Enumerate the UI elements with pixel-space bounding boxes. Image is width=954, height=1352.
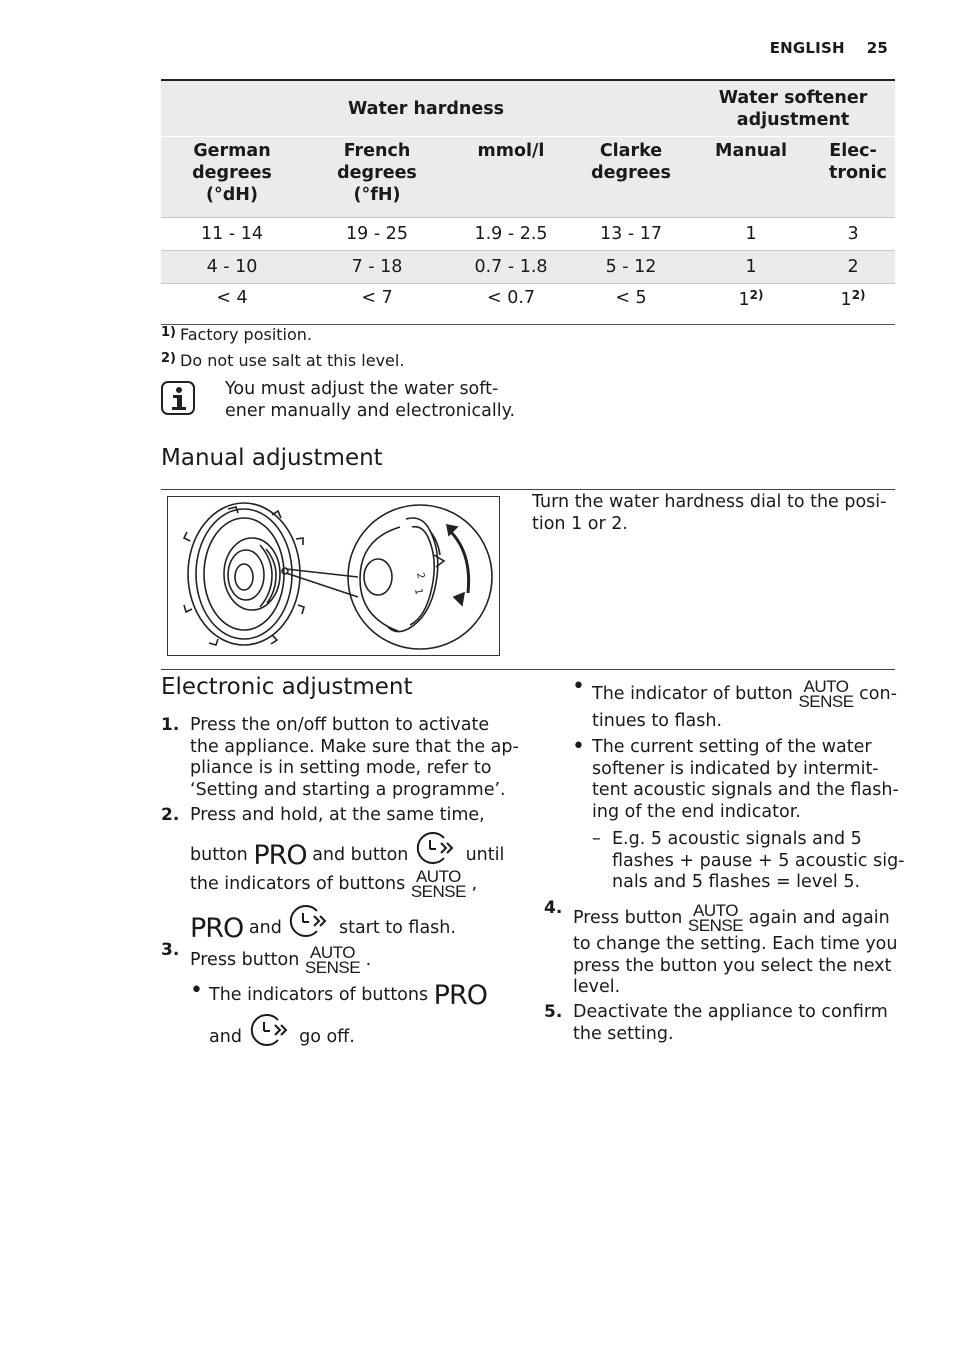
bullet-line: The current setting of the water xyxy=(592,737,872,757)
cell-value: 1 xyxy=(738,290,750,310)
info-note xyxy=(225,379,515,422)
manual-text-line: tion 1 or 2. xyxy=(532,513,628,534)
step-2-line1: Press and hold, at the same time, xyxy=(190,805,485,825)
step-word: The indicators of buttons xyxy=(209,985,429,1005)
table-cell xyxy=(811,284,895,325)
footnote-1 xyxy=(161,325,312,344)
step-3-bullet-line2 xyxy=(209,1012,355,1048)
right-bullet-1-line1 xyxy=(592,678,897,710)
info-note-line: ener manually and electronically. xyxy=(225,400,516,421)
electronic-adjustment-title: Electronic adjustment xyxy=(161,674,413,700)
footnote-text: Do not use salt at this level. xyxy=(180,351,405,370)
step-line: press the button you select the next xyxy=(573,955,892,976)
footnote-2 xyxy=(161,351,404,370)
col-french-degrees: French degrees (°fH) xyxy=(303,137,451,218)
footnote-marker: 2) xyxy=(851,288,866,302)
step-word: button xyxy=(190,845,248,865)
table-cell: < 0.7 xyxy=(451,284,571,325)
col-clarke-degrees: Clarke degrees xyxy=(571,137,691,218)
table-group-header xyxy=(161,80,895,137)
step-3-bullet-line1 xyxy=(209,977,487,1013)
step-word: and xyxy=(209,1027,242,1047)
bullet-line: ing of the end indicator. xyxy=(592,801,801,822)
pro-button-icon: PRO xyxy=(190,913,244,944)
manual-adjustment-title: Manual adjustment xyxy=(161,445,383,471)
table-row xyxy=(161,251,895,284)
section-divider xyxy=(161,489,895,490)
table-cell: 3 xyxy=(811,218,895,251)
step-line: level. xyxy=(573,977,621,997)
step-word: Press button xyxy=(573,908,683,928)
manual-text-line: Turn the water hardness dial to the posi- xyxy=(532,492,887,512)
table-cell: 5 - 12 xyxy=(571,251,691,284)
step-2-line3 xyxy=(190,866,477,902)
col-manual: Manual xyxy=(691,137,811,218)
info-icon xyxy=(161,381,195,415)
table-row xyxy=(161,218,895,251)
step-line: to change the setting. Each time you xyxy=(573,934,898,954)
bullet-line: softener is indicated by intermit- xyxy=(592,758,879,779)
page-number: 25 xyxy=(866,39,888,57)
step-word: and xyxy=(248,918,282,938)
cell-value: 1 xyxy=(840,290,852,310)
auto-label: AUTO xyxy=(310,943,355,962)
step-1-text xyxy=(190,715,519,801)
table-cell: 1 xyxy=(691,218,811,251)
step-number: 4. xyxy=(544,898,563,918)
section-divider xyxy=(161,669,895,670)
table-cell: < 5 xyxy=(571,284,691,325)
bullet: • xyxy=(572,674,585,699)
dash-line: E.g. 5 acoustic signals and 5 xyxy=(612,829,862,849)
step-line: the setting. xyxy=(573,1023,674,1044)
group-softener-adjustment: Water softener adjustment xyxy=(691,80,895,137)
step-line: ‘Setting and starting a programme’. xyxy=(190,779,506,800)
time-saver-icon xyxy=(414,830,460,866)
step-4-line1 xyxy=(573,902,890,934)
step-number: 3. xyxy=(161,940,180,960)
col-electronic: Elec- tronic xyxy=(811,137,895,218)
step-word: the indicators of buttons xyxy=(190,874,406,894)
dial-position-2: 2 xyxy=(414,571,426,580)
right-bullet-1-line2: tinues to flash. xyxy=(592,711,723,731)
info-note-line: You must adjust the water soft- xyxy=(225,379,499,399)
step-word: Press button xyxy=(190,950,300,970)
table-row xyxy=(161,284,895,325)
step-line: Deactivate the appliance to confirm xyxy=(573,1002,888,1022)
step-number: 5. xyxy=(544,1002,563,1022)
table-cell: < 7 xyxy=(303,284,451,325)
step-2-line4 xyxy=(190,903,456,943)
step-word: . xyxy=(365,950,372,970)
time-saver-icon xyxy=(248,1012,294,1048)
right-dash-item xyxy=(612,829,905,894)
sense-label: SENSE xyxy=(687,916,744,935)
table-cell: < 4 xyxy=(161,284,303,325)
dash-line: flashes + pause + 5 acoustic sig- xyxy=(612,850,905,871)
col-mmol: mmol/l xyxy=(451,137,571,218)
bullet: • xyxy=(190,978,203,1003)
footnote-text: Factory position. xyxy=(180,325,312,344)
dash-marker: – xyxy=(592,829,601,849)
dial-drawing xyxy=(168,497,498,654)
auto-sense-button-icon xyxy=(305,945,360,975)
water-hardness-dial-illustration xyxy=(167,496,500,656)
step-word: again and again xyxy=(748,908,890,928)
time-saver-icon xyxy=(287,903,333,939)
table-column-header xyxy=(161,137,895,218)
table-cell: 2 xyxy=(811,251,895,284)
dial-position-1: 1 xyxy=(412,587,424,596)
step-4-text xyxy=(573,934,898,999)
footnote-marker: 2) xyxy=(749,288,764,302)
pro-button-icon: PRO xyxy=(433,980,487,1011)
table-cell: 19 - 25 xyxy=(303,218,451,251)
bullet: • xyxy=(572,734,585,759)
table-cell: 1.9 - 2.5 xyxy=(451,218,571,251)
table-cell: 4 - 10 xyxy=(161,251,303,284)
auto-label: AUTO xyxy=(415,867,461,886)
col-german-degrees: German degrees (°dH) xyxy=(161,137,303,218)
auto-label: AUTO xyxy=(803,677,849,696)
step-line: pliance is in setting mode, refer to xyxy=(190,758,492,778)
pro-button-icon: PRO xyxy=(253,840,307,871)
step-number: 1. xyxy=(161,715,180,735)
step-word: until xyxy=(465,845,505,865)
table-cell xyxy=(691,284,811,325)
step-word: The indicator of button xyxy=(592,684,793,704)
step-line: Press the on/off button to activate xyxy=(190,715,490,735)
page-header xyxy=(770,39,888,57)
step-2-line2 xyxy=(190,830,505,871)
step-line: the appliance. Make sure that the ap- xyxy=(190,736,519,757)
sense-label: SENSE xyxy=(304,958,361,977)
table-cell: 13 - 17 xyxy=(571,218,691,251)
sense-label: SENSE xyxy=(410,882,466,901)
table-cell: 1 xyxy=(691,251,811,284)
auto-label: AUTO xyxy=(693,901,738,920)
step-5-text xyxy=(573,1002,888,1045)
manual-adjustment-text xyxy=(532,492,886,535)
step-3-line1 xyxy=(190,942,371,978)
table-cell: 0.7 - 1.8 xyxy=(451,251,571,284)
step-word: and button xyxy=(312,845,409,865)
step-word: go off. xyxy=(299,1027,355,1047)
language-label: ENGLISH xyxy=(769,39,845,57)
bullet-line: tent acoustic signals and the flash- xyxy=(592,780,899,800)
auto-sense-button-icon xyxy=(688,903,743,933)
step-number: 2. xyxy=(161,805,180,825)
footnote-marker: 1) xyxy=(161,325,176,340)
step-word: con- xyxy=(859,684,897,704)
step-word: start to flash. xyxy=(338,918,456,938)
auto-sense-button-icon xyxy=(798,679,853,709)
auto-sense-button-icon xyxy=(411,869,466,899)
footnote-marker: 2) xyxy=(161,351,176,366)
water-hardness-table xyxy=(161,79,895,325)
sense-label: SENSE xyxy=(798,692,854,711)
right-bullet-2 xyxy=(592,737,899,823)
table-cell: 11 - 14 xyxy=(161,218,303,251)
step-word: , xyxy=(471,874,478,894)
table-cell: 7 - 18 xyxy=(303,251,451,284)
dash-line: nals and 5 flashes = level 5. xyxy=(612,872,861,892)
group-water-hardness: Water hardness xyxy=(161,80,691,137)
